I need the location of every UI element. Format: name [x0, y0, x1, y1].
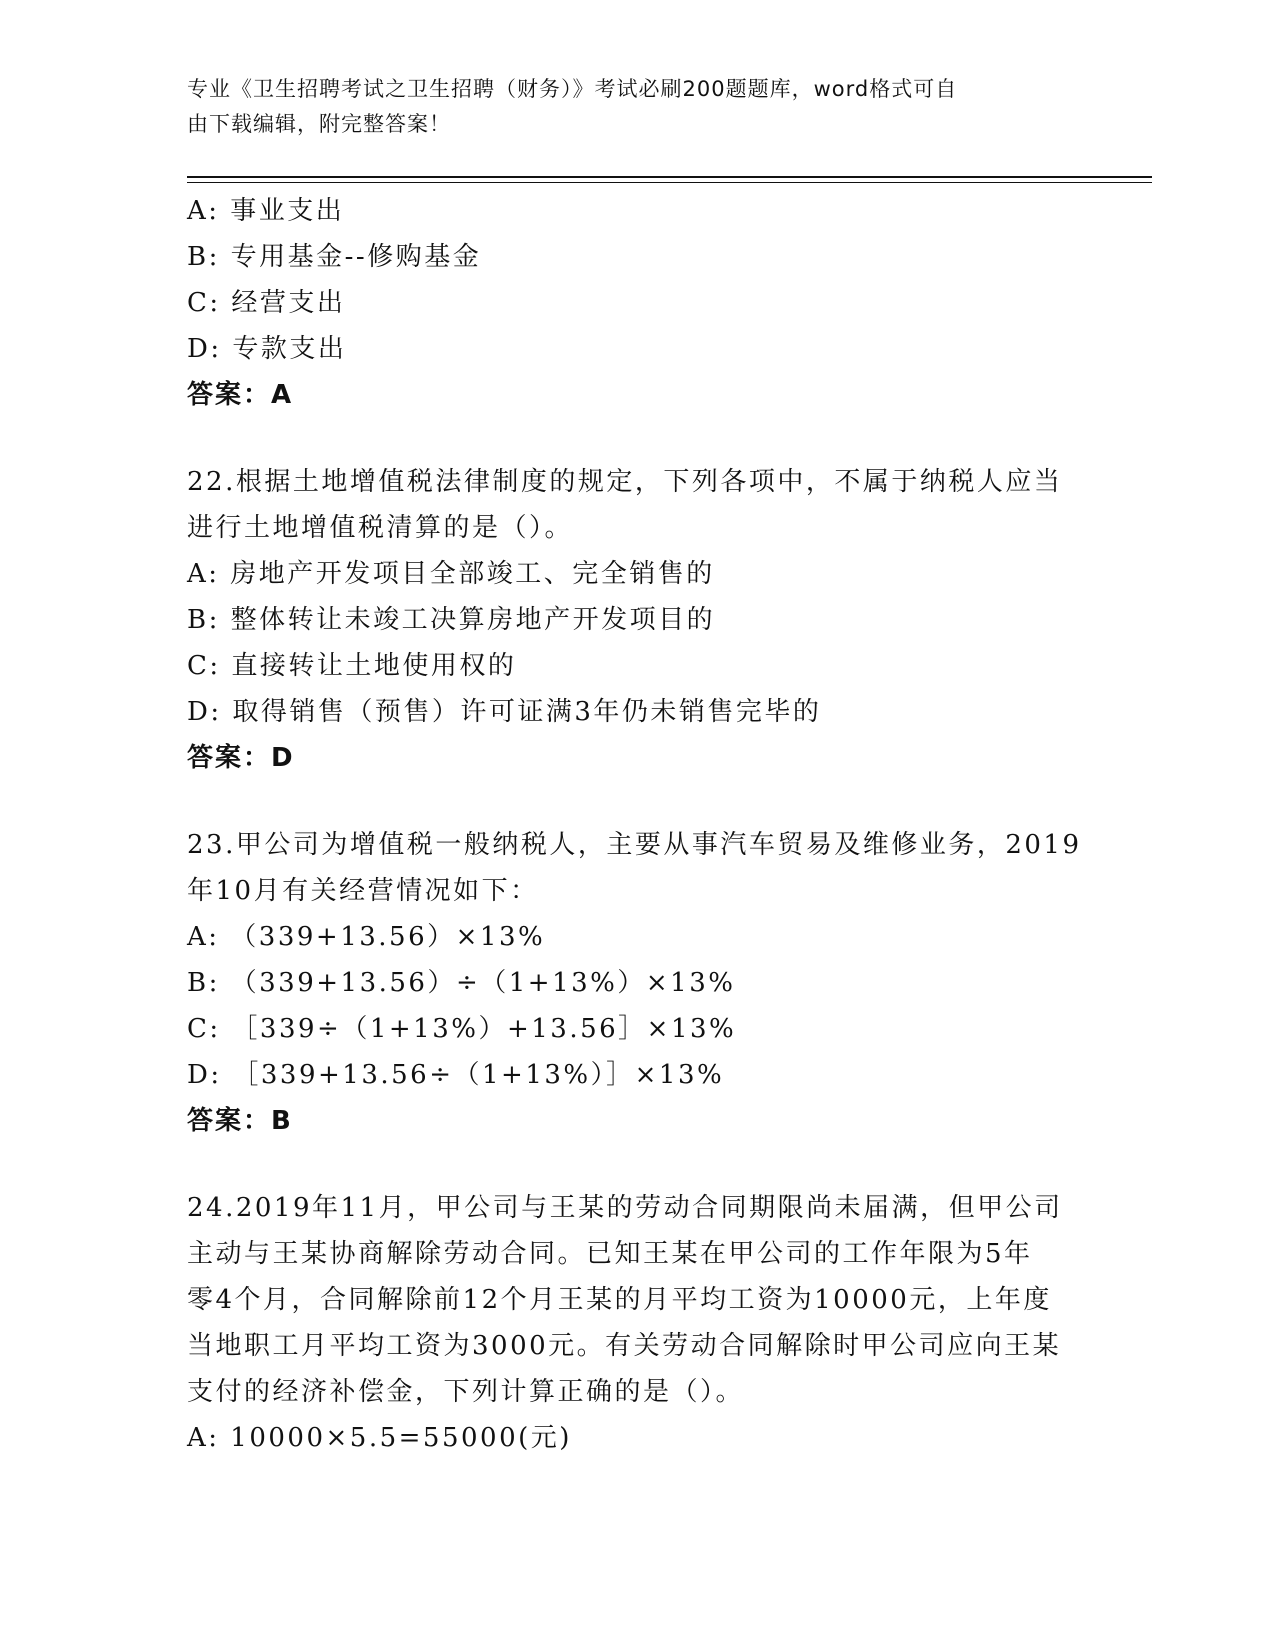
header-rule-thick [187, 176, 1152, 178]
header-line-2: 由下载编辑，附完整答案！ [187, 112, 451, 136]
option-a: A: 房地产开发项目全部竣工、完全销售的 [187, 559, 715, 589]
option-a: A: （339+13.56）×13% [187, 922, 546, 952]
option-d: D: 取得销售（预售）许可证满3年仍未销售完毕的 [187, 697, 822, 727]
option-d: D: ［339+13.56÷（1+13%）］×13% [187, 1060, 725, 1090]
option-c: C: 经营支出 [187, 288, 346, 318]
question-list [187, 188, 1082, 1461]
option-a: A: 10000×5.5=55000(元) [187, 1423, 572, 1453]
answer-label: 答案：D [187, 743, 295, 773]
question-24-block [187, 1185, 1067, 1461]
option-c: C: 直接转让土地使用权的 [187, 651, 517, 681]
question-stem-line: 主动与王某协商解除劳动合同。已知王某在甲公司的工作年限为5年 [187, 1239, 1033, 1269]
question-stem-line: 进行土地增值税清算的是（）。 [187, 513, 574, 543]
option-b: B: 整体转让未竣工决算房地产开发项目的 [187, 605, 716, 635]
question-stem-line: 年10月有关经营情况如下： [187, 876, 539, 906]
answer-label: 答案：A [187, 380, 294, 410]
question-stem-line: 零4个月，合同解除前12个月王某的月平均工资为10000元，上年度 [187, 1285, 1052, 1315]
question-stem-line: 支付的经济补偿金，下列计算正确的是（）。 [187, 1377, 745, 1407]
option-d: D: 专款支出 [187, 334, 347, 364]
question-gap [187, 781, 1067, 822]
option-b: B: （339+13.56）÷（1+13%）×13% [187, 968, 736, 998]
question-gap [187, 1144, 1067, 1185]
document-header [187, 72, 1067, 142]
question-22-block [187, 459, 1067, 781]
option-b: B: 专用基金--修购基金 [187, 242, 482, 272]
question-stem-line: 当地职工月平均工资为3000元。有关劳动合同解除时甲公司应向王某 [187, 1331, 1062, 1361]
option-c: C: ［339÷（1+13%）+13.56］×13% [187, 1014, 737, 1044]
question-21-block [187, 188, 1067, 418]
header-line-1: 专业《卫生招聘考试之卫生招聘（财务）》考试必刷200题题库，word格式可自 [187, 77, 958, 101]
option-a: A: 事业支出 [187, 196, 345, 226]
question-stem-line: 22.根据土地增值税法律制度的规定，下列各项中，不属于纳税人应当 [187, 467, 1063, 497]
question-23-block [187, 822, 1082, 1144]
question-stem-line: 24.2019年11月，甲公司与王某的劳动合同期限尚未届满，但甲公司 [187, 1193, 1063, 1223]
question-gap [187, 418, 1067, 459]
answer-label: 答案：B [187, 1106, 293, 1136]
header-rule-thin [187, 182, 1152, 183]
question-stem-line: 23.甲公司为增值税一般纳税人，主要从事汽车贸易及维修业务，2019 [187, 830, 1082, 860]
